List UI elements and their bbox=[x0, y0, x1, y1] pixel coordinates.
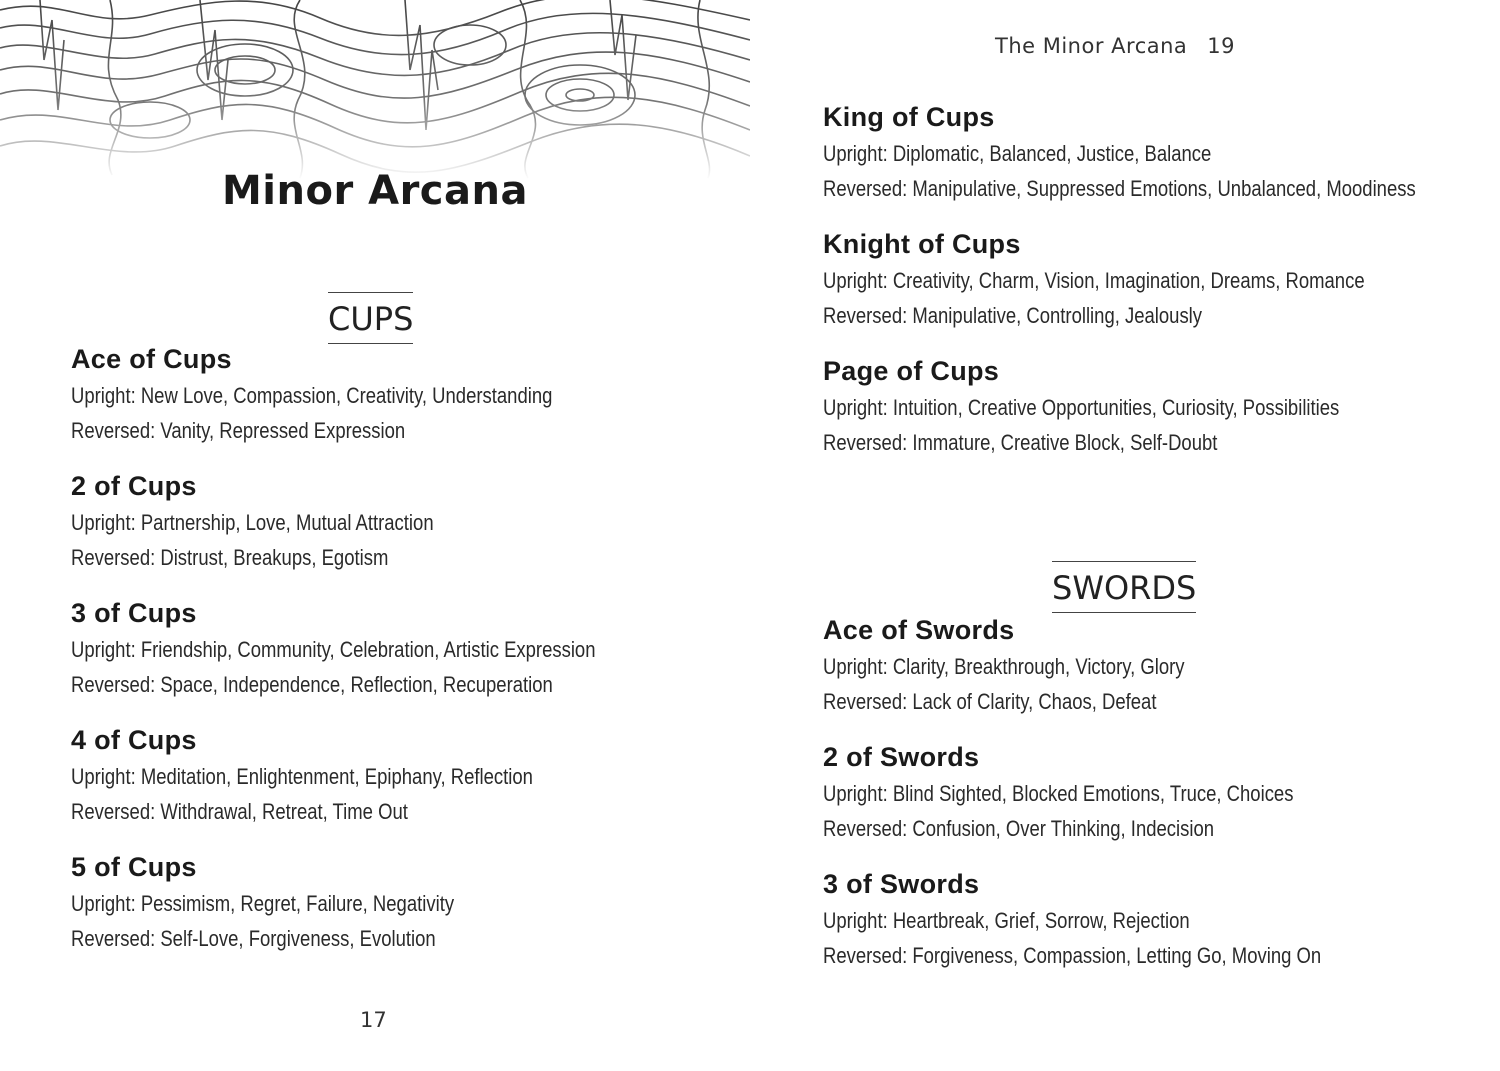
upright-meaning: Upright: Intuition, Creative Opportunities, Curiosity, Possibilities bbox=[823, 395, 1340, 420]
reversed-meaning: Reversed: Confusion, Over Thinking, Indecision bbox=[823, 816, 1215, 841]
swords-card-list bbox=[823, 612, 1483, 973]
reversed-meaning: Reversed: Immature, Creative Block, Self-Doubt bbox=[823, 430, 1218, 455]
running-head-title: The Minor Arcana bbox=[995, 34, 1188, 58]
upright-meaning: Upright: Pessimism, Regret, Failure, Negativity bbox=[71, 891, 455, 916]
upright-meaning: Upright: Clarity, Breakthrough, Victory, Glory bbox=[823, 654, 1185, 679]
reversed-meaning: Reversed: Vanity, Repressed Expression bbox=[71, 418, 406, 443]
card-entry-5-of-cups bbox=[71, 849, 731, 956]
card-name: 2 of Swords bbox=[823, 742, 980, 772]
reversed-meaning: Reversed: Distrust, Breakups, Egotism bbox=[71, 545, 389, 570]
card-entry-3-of-swords bbox=[823, 866, 1483, 973]
reversed-meaning: Reversed: Manipulative, Suppressed Emotions, Unbalanced, Moodiness bbox=[823, 176, 1416, 201]
cups-card-list-continued bbox=[823, 99, 1483, 460]
reversed-meaning: Reversed: Manipulative, Controlling, Jealously bbox=[823, 303, 1203, 328]
reversed-meaning: Reversed: Space, Independence, Reflection, Recuperation bbox=[71, 672, 553, 697]
card-name: 3 of Cups bbox=[71, 598, 197, 628]
card-name: 4 of Cups bbox=[71, 725, 197, 755]
chapter-title: Minor Arcana bbox=[222, 168, 528, 214]
card-entry-2-of-swords bbox=[823, 739, 1483, 846]
card-name: Ace of Cups bbox=[71, 344, 232, 374]
card-name: Page of Cups bbox=[823, 356, 1000, 386]
card-entry-ace-of-cups bbox=[71, 341, 731, 448]
upright-meaning: Upright: Creativity, Charm, Vision, Imagination, Dreams, Romance bbox=[823, 268, 1365, 293]
card-entry-knight-of-cups bbox=[823, 226, 1483, 333]
card-name: 2 of Cups bbox=[71, 471, 197, 501]
upright-meaning: Upright: Friendship, Community, Celebration, Artistic Expression bbox=[71, 637, 596, 662]
cups-card-list bbox=[71, 341, 731, 956]
card-entry-3-of-cups bbox=[71, 595, 731, 702]
card-name: 3 of Swords bbox=[823, 869, 980, 899]
upright-meaning: Upright: New Love, Compassion, Creativity, Understanding bbox=[71, 383, 553, 408]
suit-heading-cups: CUPS bbox=[328, 292, 413, 344]
page-number-right: 19 bbox=[1207, 34, 1236, 58]
page-number-left: 17 bbox=[360, 1008, 387, 1032]
upright-meaning: Upright: Diplomatic, Balanced, Justice, Balance bbox=[823, 141, 1212, 166]
card-name: King of Cups bbox=[823, 102, 995, 132]
upright-meaning: Upright: Partnership, Love, Mutual Attraction bbox=[71, 510, 434, 535]
card-entry-king-of-cups bbox=[823, 99, 1483, 206]
upright-meaning: Upright: Heartbreak, Grief, Sorrow, Rejection bbox=[823, 908, 1190, 933]
card-name: Knight of Cups bbox=[823, 229, 1021, 259]
card-entry-2-of-cups bbox=[71, 468, 731, 575]
card-entry-ace-of-swords bbox=[823, 612, 1483, 719]
upright-meaning: Upright: Blind Sighted, Blocked Emotions, Truce, Choices bbox=[823, 781, 1294, 806]
card-name: Ace of Swords bbox=[823, 615, 1015, 645]
card-name: 5 of Cups bbox=[71, 852, 197, 882]
right-page bbox=[750, 0, 1500, 1071]
reversed-meaning: Reversed: Forgiveness, Compassion, Letting Go, Moving On bbox=[823, 943, 1322, 968]
reversed-meaning: Reversed: Withdrawal, Retreat, Time Out bbox=[71, 799, 408, 824]
running-head bbox=[995, 34, 1235, 58]
card-entry-page-of-cups bbox=[823, 353, 1483, 460]
card-entry-4-of-cups bbox=[71, 722, 731, 829]
reversed-meaning: Reversed: Lack of Clarity, Chaos, Defeat bbox=[823, 689, 1157, 714]
decorative-banner bbox=[0, 0, 750, 180]
reversed-meaning: Reversed: Self-Love, Forgiveness, Evolution bbox=[71, 926, 436, 951]
suit-heading-swords: SWORDS bbox=[1052, 561, 1196, 613]
upright-meaning: Upright: Meditation, Enlightenment, Epiphany, Reflection bbox=[71, 764, 533, 789]
